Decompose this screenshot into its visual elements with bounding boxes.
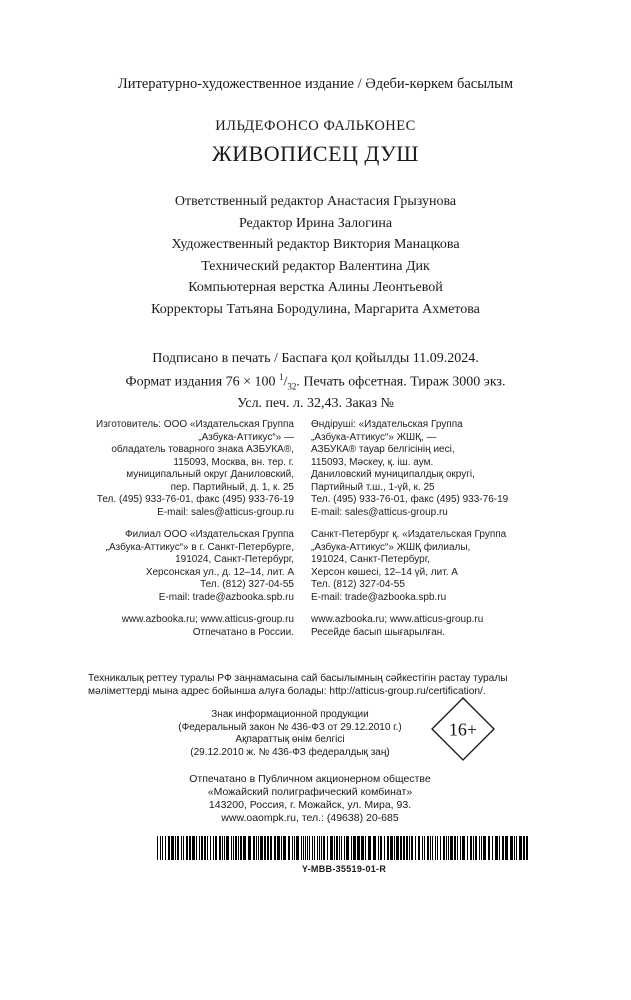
- barcode-bar: [175, 836, 176, 860]
- signed-date: Подписано в печать / Баспаға қол қойылды 11.09.2024.: [152, 351, 479, 366]
- barcode-bar: [406, 836, 408, 860]
- barcode-bar: [264, 836, 266, 860]
- barcode-bar: [373, 836, 376, 860]
- barcode-bar: [283, 836, 286, 860]
- regulation-note: [88, 672, 588, 698]
- barcode-bar: [492, 836, 493, 860]
- barcode-bar: [510, 836, 513, 860]
- age-rating-text: 16+: [448, 719, 478, 740]
- format-den: 32: [287, 381, 297, 392]
- barcode-bar: [330, 836, 333, 860]
- branch-kz-line: E-mail: trade@azbooka.spb.ru: [311, 591, 447, 603]
- credit-line: Компьютерная верстка Алины Леонтьевой: [188, 280, 443, 295]
- barcode-bar: [288, 836, 290, 860]
- format-post: . Печать офсетная. Тираж 3000 экз.: [296, 374, 506, 390]
- barcode-bar: [351, 836, 352, 860]
- barcode-bar: [475, 836, 477, 860]
- barcode-bar: [294, 836, 295, 860]
- branch-kz-line: Санкт-Петербург қ. «Издательская Группа: [311, 529, 507, 540]
- barcode-bar: [446, 836, 447, 860]
- info-sign-line: (Федеральный закон № 436-ФЗ от 29.12.2010 г.): [178, 721, 402, 733]
- manufacturer-kz-line: Даниловский муниципалдық округі,: [311, 469, 475, 480]
- manufacturer-ru-line: Изготовитель: ООО «Издательская Группа: [96, 419, 294, 430]
- info-product-sign: [150, 709, 430, 759]
- barcode-bar: [418, 836, 420, 860]
- web-ru-line: www.azbooka.ru; www.atticus-group.ru: [121, 614, 294, 625]
- regulation-line: Техникалық реттеу туралы РФ заңнамасына сай басылымның сәйкестігін растау туралы: [88, 673, 508, 684]
- print-info: [0, 350, 631, 413]
- barcode-bar: [339, 836, 340, 860]
- barcode-bar: [440, 836, 441, 860]
- barcode-bar: [309, 836, 310, 860]
- barcode-bar: [390, 836, 393, 860]
- credit-line: Редактор Ирина Залогина: [238, 215, 393, 231]
- manufacturer-kz-line: „Азбука-Аттикус“» ЖШҚ, —: [311, 431, 437, 443]
- regulation-line: мәліметтерді мына адрес бойынша алуға болады: http://atticus-group.ru/certification/.: [88, 686, 486, 697]
- barcode-bar: [240, 836, 242, 860]
- format-pre: Формат издания 76 × 100: [125, 374, 280, 390]
- barcode-bar: [215, 836, 217, 860]
- barcode-bar: [443, 836, 445, 860]
- manufacturer-ru-line: обладатель товарного знака АЗБУКА®,: [111, 444, 294, 455]
- barcode-bar: [415, 836, 416, 860]
- manufacturer-kz-line: Партийный т.ш., 1-үй, к. 25: [311, 481, 435, 493]
- barcode-bar: [317, 836, 318, 860]
- branch-kz-line: Тел. (812) 327-04-55: [311, 579, 405, 590]
- barcode-bar: [462, 836, 465, 860]
- barcode-bar: [157, 836, 158, 860]
- barcode-bar: [384, 836, 385, 860]
- barcode-bar: [378, 836, 379, 860]
- barcode-bar: [243, 836, 246, 860]
- barcode-bar: [189, 836, 191, 860]
- edition-type: Литературно-художественное издание / Әдеби-көркем басылым: [117, 76, 514, 92]
- barcode-bar: [207, 836, 208, 860]
- barcode-bar: [238, 836, 239, 860]
- barcode-label: Y-MBB-35519-01-R: [301, 864, 387, 874]
- barcode-bar: [432, 836, 433, 860]
- barcode-bar: [502, 836, 504, 860]
- barcode-bar: [199, 836, 200, 860]
- credit-line: Технический редактор Валентина Дик: [201, 258, 430, 274]
- format-num: 1: [279, 372, 284, 382]
- barcode-bar: [181, 836, 182, 860]
- barcode-bar: [177, 836, 179, 860]
- author-name: ИЛЬДЕФОНСО ФАЛЬКОНЕС: [215, 118, 416, 134]
- barcode-bar: [323, 836, 325, 860]
- barcode-bar: [519, 836, 522, 860]
- barcode-bar: [353, 836, 356, 860]
- barcode-bar: [479, 836, 480, 860]
- barcode-bar: [430, 836, 431, 860]
- credit-line: Ответственный редактор Анастасия Грызунова: [174, 194, 457, 209]
- barcode-bar: [183, 836, 184, 860]
- barcode-bar: [334, 836, 335, 860]
- barcode-bar: [319, 836, 320, 860]
- barcode-bar: [312, 836, 313, 860]
- manufacturer-ru-line: Тел. (495) 933-76-01, факс (495) 933-76-19: [96, 494, 294, 505]
- barcode-bar: [171, 836, 174, 860]
- manufacturer-ru-line: муниципальный округ Даниловский,: [126, 469, 294, 480]
- barcode-bar: [248, 836, 251, 860]
- barcode-bar: [168, 836, 170, 860]
- barcode-bar: [400, 836, 402, 860]
- barcode-bar: [505, 836, 508, 860]
- manufacturer-ru-line: пер. Партийный, д. 1, к. 25: [170, 481, 294, 493]
- barcode-bar: [427, 836, 429, 860]
- branch-kz-line: „Азбука-Аттикус“» ЖШҚ филиалы,: [311, 541, 471, 553]
- barcode-bar: [488, 836, 490, 860]
- barcode-bar: [435, 836, 436, 860]
- barcode-bar: [336, 836, 338, 860]
- barcode-bar: [454, 836, 456, 860]
- barcode-bar: [448, 836, 449, 860]
- manufacturer-ru-line: 115093, Москва, вн. тер. г.: [173, 456, 294, 468]
- printer-line: Отпечатано в Публичном акционерном обществе: [189, 773, 431, 785]
- barcode-bar: [274, 836, 276, 860]
- barcode-bar: [380, 836, 382, 860]
- barcode-bar: [346, 836, 349, 860]
- barcode-bar: [213, 836, 214, 860]
- barcode-bar: [365, 836, 366, 860]
- barcode-bar: [219, 836, 221, 860]
- branch-ru-line: E-mail: trade@azbooka.spb.ru: [158, 591, 294, 603]
- barcode-bar: [523, 836, 525, 860]
- barcode: [157, 836, 531, 860]
- barcode-bar: [196, 836, 197, 860]
- manufacturer-ru-line: E-mail: sales@atticus-group.ru: [157, 506, 294, 518]
- barcode-bar: [260, 836, 263, 860]
- barcode-bar: [267, 836, 269, 860]
- barcode-bar: [394, 836, 395, 860]
- barcode-bar: [165, 836, 166, 860]
- barcode-bar: [231, 836, 232, 860]
- barcode-bar: [368, 836, 371, 860]
- barcode-bar: [396, 836, 399, 860]
- manufacturer-kz-line: 115093, Мәскеу, қ. іш. аум.: [311, 456, 434, 468]
- barcode-bar: [514, 836, 515, 860]
- barcode-bar: [450, 836, 453, 860]
- branch-ru-line: 191024, Санкт-Петербург,: [175, 554, 294, 565]
- barcode-bar: [361, 836, 364, 860]
- barcode-bar: [305, 836, 306, 860]
- barcode-bar: [473, 836, 474, 860]
- barcode-bar: [192, 836, 195, 860]
- barcode-bar: [422, 836, 423, 860]
- branch-kz-line: 191024, Санкт-Петербург,: [311, 554, 430, 565]
- barcode-bar: [258, 836, 259, 860]
- barcode-bar: [526, 836, 528, 860]
- barcode-bar: [321, 836, 322, 860]
- web-ru-line: Отпечатано в России.: [192, 626, 294, 638]
- info-sign-line: (29.12.2010 ж. № 436-ФЗ федералдық заң): [190, 746, 390, 758]
- barcode-bar: [253, 836, 255, 860]
- barcode-bar: [409, 836, 410, 860]
- branch-ru-line: „Азбука-Аттикус“» в г. Санкт-Петербурге,: [105, 541, 294, 553]
- barcode-bar: [483, 836, 486, 860]
- barcode-bar: [499, 836, 500, 860]
- barcode-bar: [437, 836, 438, 860]
- printer-line: www.oaompk.ru, тел.: (49638) 20-685: [221, 812, 399, 824]
- barcode-bar: [204, 836, 206, 860]
- barcode-bar: [256, 836, 257, 860]
- branch-kz-line: Херсон көшесі, 12–14 үй, лит. А: [311, 566, 458, 578]
- branch-ru-line: Тел. (812) 327-04-55: [200, 579, 294, 590]
- barcode-bar: [357, 836, 360, 860]
- credit-line: Корректоры Татьяна Бородулина, Маргарита Ахметова: [151, 301, 480, 317]
- barcode-bar: [201, 836, 203, 860]
- barcode-bar: [270, 836, 272, 860]
- barcode-bar: [292, 836, 293, 860]
- branch-ru-line: Херсонская ул., д. 12–14, лит. А: [145, 566, 294, 578]
- barcode-bar: [516, 836, 517, 860]
- barcode-bar: [327, 836, 328, 860]
- web-kz-line: www.azbooka.ru; www.atticus-group.ru: [311, 614, 484, 625]
- barcode-bar: [424, 836, 425, 860]
- barcode-bar: [277, 836, 280, 860]
- printer-line: 143200, Россия, г. Можайск, ул. Мира, 93.: [208, 799, 412, 811]
- credit-line: Художественный редактор Виктория Манацкова: [171, 237, 460, 252]
- printer-line: «Можайский полиграфический комбинат»: [207, 786, 413, 798]
- credits-block: [0, 191, 631, 320]
- barcode-bar: [222, 836, 223, 860]
- manufacturer-ru: [60, 419, 294, 639]
- manufacturer-kz-line: Өндіруші: «Издательская Группа: [311, 419, 463, 430]
- web-kz-line: Ресейде басып шығарылған.: [311, 626, 446, 638]
- info-sign-line: Знак информационной продукции: [211, 709, 369, 720]
- barcode-bar: [467, 836, 468, 860]
- barcode-bar: [495, 836, 498, 860]
- manufacturer-ru-line: „Азбука-Аттикус“» —: [198, 431, 294, 443]
- barcode-bar: [314, 836, 315, 860]
- branch-ru-line: Филиал ООО «Издательская Группа: [125, 529, 294, 540]
- barcode-bar: [186, 836, 188, 860]
- barcode-bar: [387, 836, 389, 860]
- sheets-line: Усл. печ. л. 32,43. Заказ №: [237, 396, 394, 412]
- barcode-bar: [162, 836, 163, 860]
- barcode-bar: [341, 836, 342, 860]
- info-sign-line: Ақпараттық өнім белгісі: [235, 734, 345, 745]
- barcode-bar: [344, 836, 345, 860]
- barcode-bar: [303, 836, 304, 860]
- book-title: ЖИВОПИСЕЦ ДУШ: [212, 141, 419, 166]
- barcode-bar: [403, 836, 405, 860]
- barcode-bar: [296, 836, 299, 860]
- barcode-bar: [281, 836, 282, 860]
- age-rating-badge: [431, 697, 495, 761]
- barcode-bar: [481, 836, 482, 860]
- barcode-bar: [235, 836, 237, 860]
- barcode-bar: [470, 836, 472, 860]
- manufacturer-kz-line: Тел. (495) 933-76-01, факс (495) 933-76-19: [311, 494, 509, 505]
- barcode-bar: [210, 836, 211, 860]
- manufacturer-kz: [311, 419, 571, 639]
- format-line: Формат издания 76 × 100 $^1/_{32}$. Печать офсетная. Тираж 3000 экз.: [125, 372, 506, 392]
- barcode-bar: [224, 836, 225, 860]
- barcode-bar: [307, 836, 308, 860]
- barcode-bar: [457, 836, 458, 860]
- printer-info: [110, 773, 510, 825]
- barcode-bar: [160, 836, 161, 860]
- barcode-bar: [226, 836, 229, 860]
- barcode-bar: [460, 836, 461, 860]
- manufacturer-kz-line: E-mail: sales@atticus-group.ru: [311, 506, 448, 518]
- manufacturer-kz-line: АЗБУКА® тауар белгісінің иесі,: [311, 444, 455, 455]
- barcode-bar: [411, 836, 413, 860]
- barcode-bar: [233, 836, 234, 860]
- barcode-bar: [301, 836, 302, 860]
